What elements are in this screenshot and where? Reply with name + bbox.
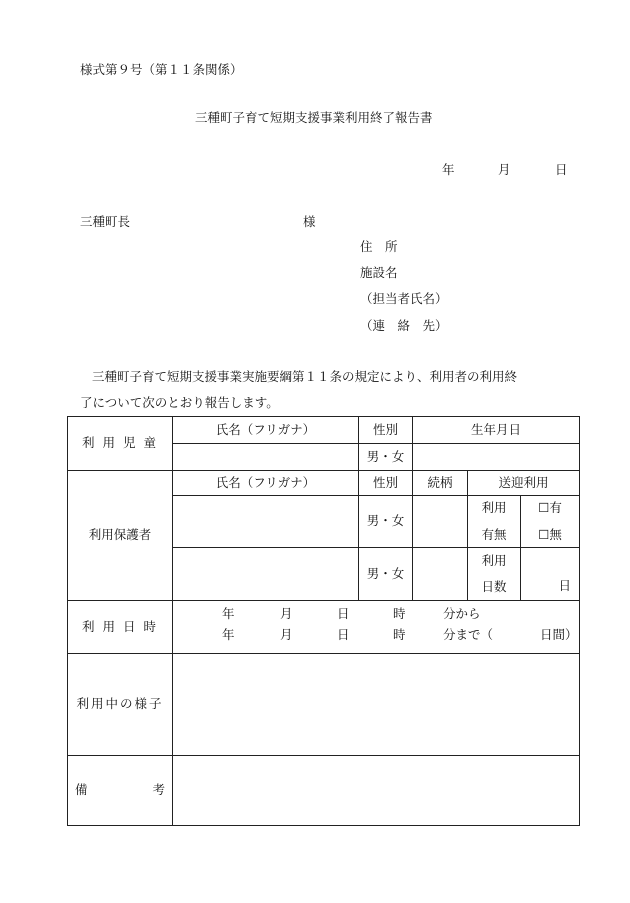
end-minute: 分まで（ <box>443 627 494 642</box>
end-month: 月 <box>280 627 293 642</box>
status-label: 利用中の様子 <box>76 696 164 712</box>
end-day: 日 <box>337 627 350 642</box>
end-year: 年 <box>222 627 235 642</box>
child-dob-header: 生年月日 <box>413 417 580 444</box>
guardian-name-header: 氏名（フリガナ） <box>173 471 359 496</box>
use-days-label-2: 日数 <box>481 579 507 594</box>
start-month: 月 <box>280 606 293 621</box>
sender-address: 住 所 <box>360 239 398 254</box>
start-minute: 分から <box>443 606 481 621</box>
status-label-cell <box>68 654 173 756</box>
option-yes-checkbox[interactable]: ☐有 <box>538 500 562 515</box>
document-title: 三種町子育て短期支援事業利用終了報告書 <box>195 110 433 125</box>
child-dob-field[interactable] <box>413 444 580 471</box>
sender-facility: 施設名 <box>360 265 398 280</box>
start-day: 日 <box>337 606 350 621</box>
guardian-sex-header: 性別 <box>359 471 413 496</box>
transport-options-cell <box>521 496 580 548</box>
remarks-label-cell <box>68 756 173 826</box>
child-label-cell <box>68 417 173 471</box>
body-text-line1: 三種町子育て短期支援事業実施要綱第１１条の規定により、利用者の利用終 <box>92 369 518 384</box>
sender-contact: （連 絡 先） <box>360 318 448 333</box>
start-hour: 時 <box>393 606 406 621</box>
form-number: 様式第９号（第１１条関係） <box>80 62 243 77</box>
datetime-field[interactable] <box>173 601 580 654</box>
end-days: 日間） <box>540 627 578 642</box>
remarks-label-right: 考 <box>152 782 165 798</box>
sender-person: （担当者氏名） <box>360 291 448 306</box>
guardian-label-cell <box>68 471 173 601</box>
transport-use-label-1: 利用 <box>481 500 507 515</box>
guardian-name-field-1[interactable] <box>173 496 359 548</box>
child-label: 利 用 児 童 <box>82 435 158 451</box>
datetime-label-cell <box>68 601 173 654</box>
child-sex-field[interactable]: 男・女 <box>359 444 413 471</box>
datetime-start-row <box>173 602 579 627</box>
addressee-mayor: 三種町長 <box>80 214 131 229</box>
use-days-field[interactable] <box>521 548 580 601</box>
transport-use-label-cell <box>468 496 521 548</box>
use-days-label-1: 利用 <box>481 552 507 568</box>
transport-use-label-2: 有無 <box>481 526 507 542</box>
end-hour: 時 <box>393 627 406 642</box>
date-month: 月 <box>498 162 511 177</box>
body-text-line2: 了について次のとおり報告します。 <box>80 395 279 410</box>
guardian-relation-header: 続柄 <box>413 471 468 496</box>
datetime-end-row <box>173 627 579 652</box>
option-no-checkbox[interactable]: ☐無 <box>538 526 562 542</box>
remarks-label-left: 備 <box>75 782 88 798</box>
report-table <box>67 416 580 826</box>
guardian-relation-field-1[interactable] <box>413 496 468 548</box>
guardian-sex-field-2[interactable]: 男・女 <box>359 548 413 601</box>
addressee-honorific: 様 <box>303 214 316 229</box>
child-name-header: 氏名（フリガナ） <box>173 417 359 444</box>
guardian-sex-field-1[interactable]: 男・女 <box>359 496 413 548</box>
remarks-field[interactable] <box>173 756 580 826</box>
use-days-unit: 日 <box>558 577 572 593</box>
date-year: 年 <box>442 162 455 177</box>
date-day: 日 <box>555 162 568 177</box>
use-days-label-cell <box>468 548 521 601</box>
child-sex-header: 性別 <box>359 417 413 444</box>
guardian-name-field-2[interactable] <box>173 548 359 601</box>
guardian-relation-field-2[interactable] <box>413 548 468 601</box>
start-year: 年 <box>222 606 235 621</box>
child-name-field[interactable] <box>173 444 359 471</box>
status-field[interactable] <box>173 654 580 756</box>
datetime-label: 利 用 日 時 <box>82 618 158 634</box>
guardian-transport-header: 送迎利用 <box>468 471 580 496</box>
guardian-label: 利用保護者 <box>88 527 152 543</box>
